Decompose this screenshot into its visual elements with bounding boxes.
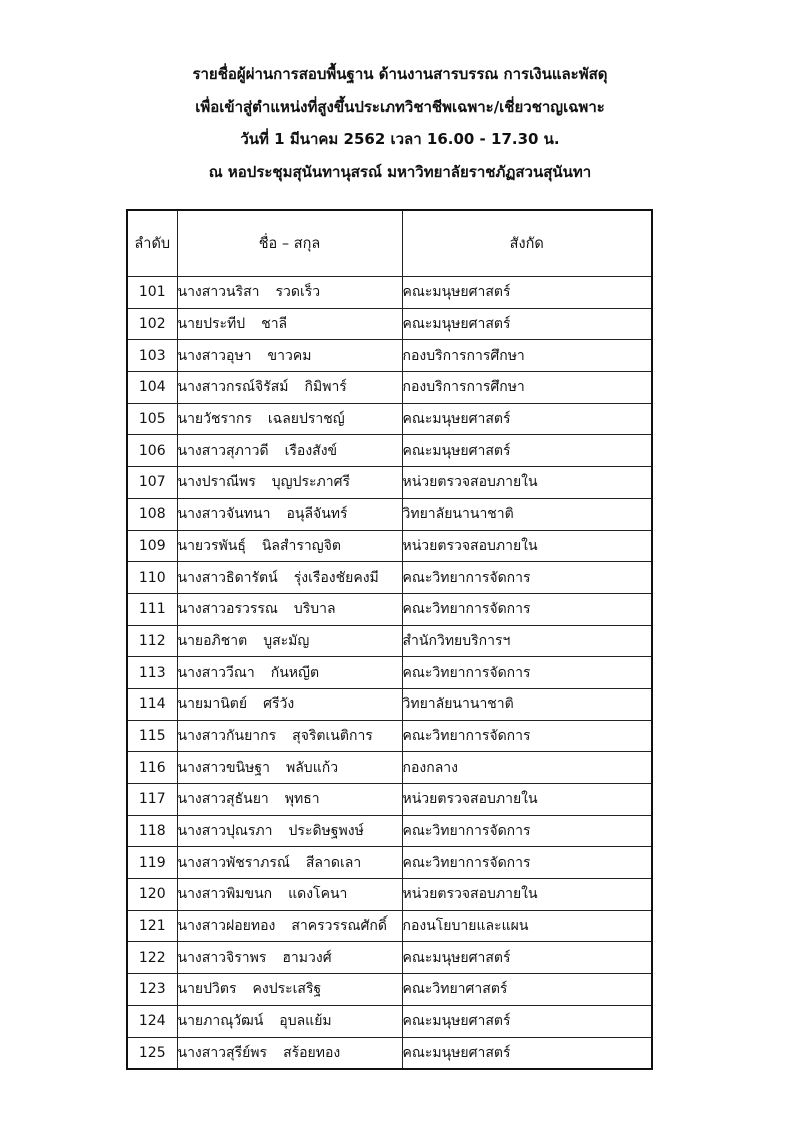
row-full-name — [177, 657, 402, 689]
row-affiliation: คณะมนุษยศาสตร์ — [402, 403, 652, 435]
row-last-name: พุทธา — [284, 791, 320, 808]
row-first-name: นางสาวอรวรรณ — [177, 601, 278, 618]
row-full-name — [177, 847, 402, 879]
row-affiliation: คณะมนุษยศาสตร์ — [402, 308, 652, 340]
row-number: 120 — [127, 879, 177, 911]
row-last-name: เรืองสังข์ — [284, 442, 338, 459]
row-first-name: นางสาวจันทนา — [177, 506, 271, 523]
row-affiliation: กองกลาง — [402, 752, 652, 784]
row-first-name: นางสาวพิมขนก — [177, 886, 273, 903]
row-first-name: นายวัชรากร — [177, 411, 252, 428]
row-full-name — [177, 562, 402, 594]
row-full-name — [177, 942, 402, 974]
table-row — [127, 910, 652, 942]
row-affiliation: วิทยาลัยนานาชาติ — [402, 688, 652, 720]
row-affiliation: คณะวิทยาการจัดการ — [402, 815, 652, 847]
row-full-name — [177, 308, 402, 340]
row-affiliation: คณะวิทยาศาสตร์ — [402, 974, 652, 1006]
row-full-name — [177, 372, 402, 404]
row-full-name — [177, 752, 402, 784]
row-affiliation: สำนักวิทยบริการฯ — [402, 625, 652, 657]
table-row — [127, 403, 652, 435]
row-number: 125 — [127, 1037, 177, 1069]
row-last-name: สร้อยทอง — [283, 1044, 341, 1061]
row-number: 118 — [127, 815, 177, 847]
row-first-name: นายปวิตร — [177, 981, 237, 998]
row-affiliation: คณะมนุษยศาสตร์ — [402, 277, 652, 309]
row-number: 111 — [127, 593, 177, 625]
row-number: 106 — [127, 435, 177, 467]
table-row — [127, 340, 652, 372]
row-full-name — [177, 879, 402, 911]
table-header-row — [127, 210, 652, 277]
row-number: 112 — [127, 625, 177, 657]
row-last-name: บริบาล — [293, 601, 336, 618]
table-row — [127, 784, 652, 816]
title-line-2: เพื่อเข้าสู่ตำแหน่งที่สูงขึ้นประเภทวิชาชีพเฉพาะ/เชี่ยวชาญเฉพาะ — [195, 97, 605, 116]
row-full-name — [177, 1005, 402, 1037]
row-last-name: อุบลแย้ม — [279, 1013, 332, 1030]
row-full-name — [177, 720, 402, 752]
row-first-name: นางสาวฝอยทอง — [177, 918, 276, 935]
row-first-name: นายอภิชาต — [177, 632, 248, 649]
row-first-name: นายภาณุวัฒน์ — [177, 1013, 264, 1030]
table-row — [127, 562, 652, 594]
row-last-name: ชาลี — [261, 316, 288, 333]
row-last-name: คงประเสริฐ — [252, 981, 322, 998]
table-row — [127, 879, 652, 911]
row-last-name: บูสะมัญ — [263, 632, 310, 649]
table-row — [127, 372, 652, 404]
row-number: 103 — [127, 340, 177, 372]
row-number: 113 — [127, 657, 177, 689]
row-first-name: นางสาวอุษา — [177, 347, 252, 364]
table-row — [127, 498, 652, 530]
table-row — [127, 530, 652, 562]
row-last-name: ฮามวงศ์ — [282, 949, 332, 966]
table-row — [127, 467, 652, 499]
row-affiliation: คณะวิทยาการจัดการ — [402, 847, 652, 879]
table-row — [127, 625, 652, 657]
row-first-name: นางสาวนริสา — [177, 284, 260, 301]
row-affiliation: หน่วยตรวจสอบภายใน — [402, 467, 652, 499]
row-number: 101 — [127, 277, 177, 309]
document-title — [0, 58, 800, 188]
table-row — [127, 847, 652, 879]
row-full-name — [177, 625, 402, 657]
title-line-3: วันที่ 1 มีนาคม 2562 เวลา 16.00 - 17.30 น. — [240, 130, 560, 148]
row-first-name: นางสาวขนิษฐา — [177, 759, 270, 776]
row-number: 108 — [127, 498, 177, 530]
row-full-name — [177, 784, 402, 816]
row-full-name — [177, 467, 402, 499]
row-first-name: นางสาวจิราพร — [177, 949, 267, 966]
row-last-name: ขาวคม — [267, 347, 312, 364]
row-affiliation: หน่วยตรวจสอบภายใน — [402, 784, 652, 816]
table-row — [127, 277, 652, 309]
title-line-4: ณ หอประชุมสุนันทานุสรณ์ มหาวิทยาลัยราชภัฏสวนสุนันทา — [208, 162, 592, 181]
row-affiliation: วิทยาลัยนานาชาติ — [402, 498, 652, 530]
row-number: 107 — [127, 467, 177, 499]
row-number: 115 — [127, 720, 177, 752]
row-first-name: นางสาววีณา — [177, 664, 255, 681]
row-full-name — [177, 974, 402, 1006]
row-full-name — [177, 1037, 402, 1069]
row-affiliation: คณะวิทยาการจัดการ — [402, 562, 652, 594]
row-first-name: นางสาวกรณ์จิรัสม์ — [177, 379, 289, 396]
row-number: 102 — [127, 308, 177, 340]
row-affiliation: กองบริการการศึกษา — [402, 340, 652, 372]
title-line-1: รายชื่อผู้ผ่านการสอบพื้นฐาน ด้านงานสารบรรณ การเงินและพัสดุ — [192, 65, 608, 83]
row-affiliation: คณะวิทยาการจัดการ — [402, 657, 652, 689]
table-row — [127, 308, 652, 340]
row-number: 104 — [127, 372, 177, 404]
header-name: ชื่อ – สกุล — [177, 210, 402, 277]
table-row — [127, 720, 652, 752]
row-last-name: เฉลยปราชญ์ — [267, 411, 345, 428]
row-number: 116 — [127, 752, 177, 784]
row-first-name: นางสาวพัชราภรณ์ — [177, 854, 290, 871]
row-first-name: นายวรพันธุ์ — [177, 537, 246, 554]
row-last-name: รวดเร็ว — [275, 284, 321, 301]
row-last-name: บุญประภาศรี — [271, 474, 351, 491]
row-first-name: นางสาวสุธันยา — [177, 791, 269, 808]
row-number: 114 — [127, 688, 177, 720]
row-last-name: ประดิษฐพงษ์ — [288, 823, 364, 840]
row-number: 123 — [127, 974, 177, 1006]
row-last-name: กิมิพาร์ — [304, 379, 347, 396]
row-full-name — [177, 277, 402, 309]
row-number: 117 — [127, 784, 177, 816]
table-row — [127, 1037, 652, 1069]
row-first-name: นางปราณีพร — [177, 474, 256, 491]
roster-table — [126, 209, 653, 1070]
table-row — [127, 593, 652, 625]
row-number: 119 — [127, 847, 177, 879]
row-first-name: นางสาวธิดารัตน์ — [177, 569, 278, 586]
row-full-name — [177, 435, 402, 467]
table-row — [127, 1005, 652, 1037]
table-row — [127, 815, 652, 847]
row-affiliation: คณะมนุษยศาสตร์ — [402, 435, 652, 467]
row-last-name: กันหญีต — [270, 664, 320, 681]
row-last-name: สาครวรรณศักดิ์ — [291, 918, 387, 935]
row-affiliation: คณะมนุษยศาสตร์ — [402, 1005, 652, 1037]
row-full-name — [177, 498, 402, 530]
row-full-name — [177, 340, 402, 372]
row-affiliation: หน่วยตรวจสอบภายใน — [402, 530, 652, 562]
row-first-name: นางสาวปุณรภา — [177, 823, 273, 840]
table-row — [127, 752, 652, 784]
row-full-name — [177, 910, 402, 942]
row-first-name: นายมานิตย์ — [177, 696, 248, 713]
row-number: 121 — [127, 910, 177, 942]
row-full-name — [177, 815, 402, 847]
table-row — [127, 942, 652, 974]
row-affiliation: กองนโยบายและแผน — [402, 910, 652, 942]
row-first-name: นางสาวกันยากร — [177, 727, 277, 744]
row-first-name: นางสาวสุรีย์พร — [177, 1044, 268, 1061]
header-affiliation: สังกัด — [402, 210, 652, 277]
row-last-name: แดงโคนา — [288, 886, 348, 903]
row-affiliation: คณะมนุษยศาสตร์ — [402, 1037, 652, 1069]
table-row — [127, 657, 652, 689]
row-full-name — [177, 530, 402, 562]
row-affiliation: คณะมนุษยศาสตร์ — [402, 942, 652, 974]
row-last-name: ศรีวัง — [263, 696, 295, 713]
row-full-name — [177, 593, 402, 625]
row-affiliation: หน่วยตรวจสอบภายใน — [402, 879, 652, 911]
row-affiliation: กองบริการการศึกษา — [402, 372, 652, 404]
row-number: 124 — [127, 1005, 177, 1037]
row-first-name: นางสาวสุภาวดี — [177, 442, 269, 459]
row-number: 122 — [127, 942, 177, 974]
table-row — [127, 688, 652, 720]
row-number: 110 — [127, 562, 177, 594]
row-last-name: รุ่งเรืองชัยคงมี — [293, 569, 379, 586]
row-affiliation: คณะวิทยาการจัดการ — [402, 593, 652, 625]
row-full-name — [177, 403, 402, 435]
table-row — [127, 435, 652, 467]
row-last-name: พลับแก้ว — [286, 759, 339, 776]
row-affiliation: คณะวิทยาการจัดการ — [402, 720, 652, 752]
row-full-name — [177, 688, 402, 720]
header-number: ลำดับ — [127, 210, 177, 277]
row-last-name: อนุลีจันทร์ — [286, 506, 348, 523]
row-last-name: สีลาดเลา — [305, 854, 362, 871]
row-number: 105 — [127, 403, 177, 435]
row-last-name: สุจริตเนติการ — [292, 727, 373, 744]
row-number: 109 — [127, 530, 177, 562]
table-row — [127, 974, 652, 1006]
row-last-name: นิลสำราญจิต — [261, 537, 342, 554]
row-first-name: นายประทีป — [177, 316, 246, 333]
